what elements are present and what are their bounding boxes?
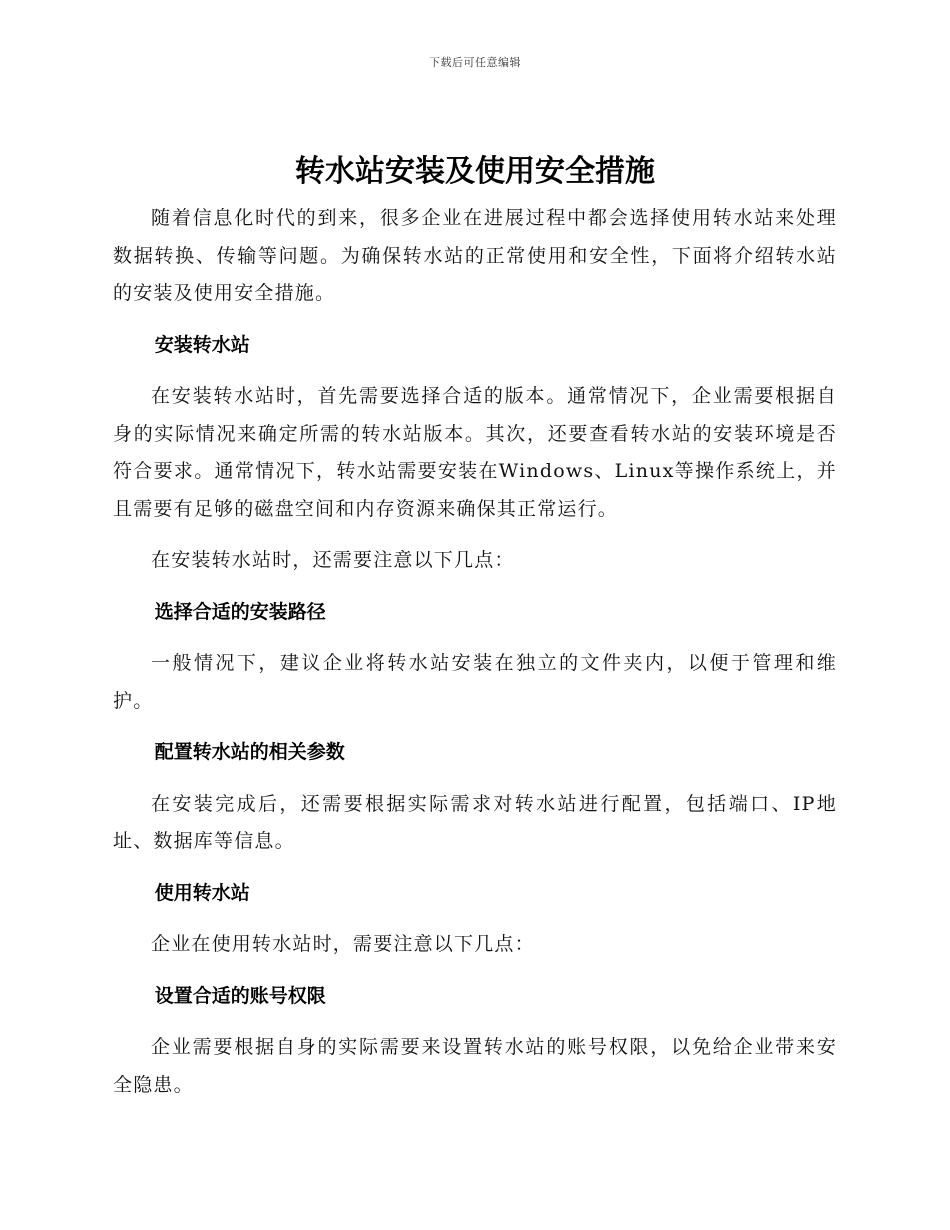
paragraph-config-params: 在安装完成后，还需要根据实际需求对转水站进行配置，包括端口、IP地址、数据库等信息。	[113, 792, 837, 852]
section-heading-usage: 使用转水站	[154, 881, 250, 904]
page-header: 下载后可任意编辑	[429, 56, 521, 69]
document-title: 转水站安装及使用安全措施	[295, 154, 655, 189]
paragraph-install-notes: 在安装转水站时，还需要注意以下几点：	[151, 549, 515, 571]
paragraph-account-permissions: 企业需要根据自身的实际需要来设置转水站的账号权限，以免给企业带来安全隐患。	[113, 1036, 837, 1096]
paragraph-install-path: 一般情况下，建议企业将转水站安装在独立的文件夹内，以便于管理和维护。	[113, 652, 837, 712]
document-body	[113, 150, 837, 1104]
paragraph-usage-notes: 企业在使用转水站时，需要注意以下几点：	[151, 933, 535, 955]
subheading-install-path: 选择合适的安装路径	[154, 600, 326, 623]
paragraph-intro: 随着信息化时代的到来，很多企业在进展过程中都会选择使用转水站来处理数据转换、传输等问题。为确保转水站的正常使用和安全性，下面将介绍转水站的安装及使用安全措施。	[113, 207, 837, 304]
paragraph-install-version: 在安装转水站时，首先需要选择合适的版本。通常情况下，企业需要根据自身的实际情况来确定所需的转水站版本。其次，还要查看转水站的安装环境是否符合要求。通常情况下，转水站需要安装在Windows、Linux等操作系统上，并且需要有足够的磁盘空间和内存资源来确保其正常运行。	[113, 385, 837, 520]
subheading-account-permissions: 设置合适的账号权限	[154, 984, 326, 1007]
subheading-config-params: 配置转水站的相关参数	[154, 741, 345, 763]
section-heading-install: 安装转水站	[154, 333, 250, 356]
